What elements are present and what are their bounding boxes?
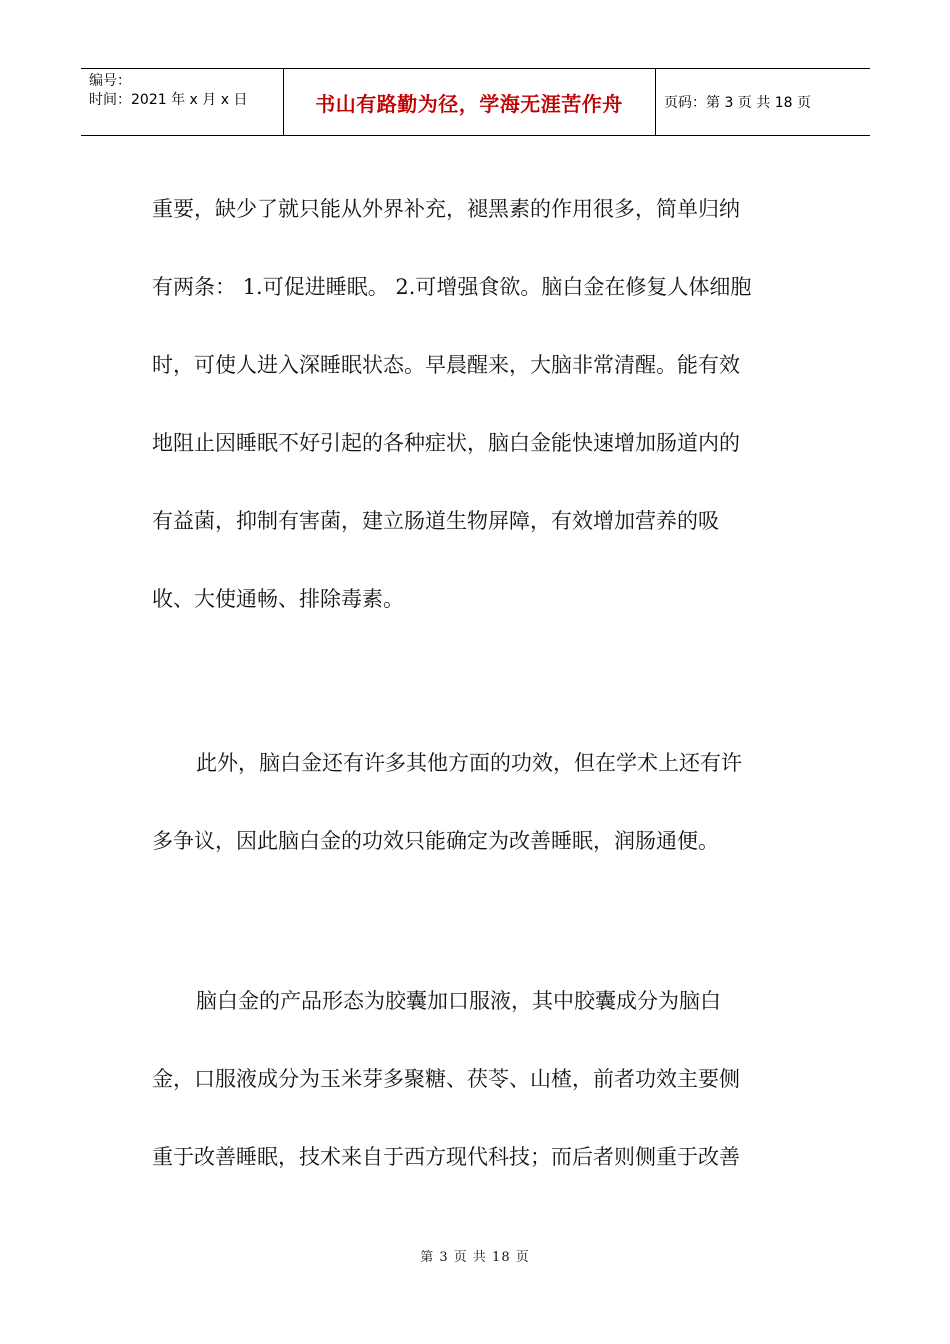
document-date-label: 时间：2021 年 x 月 x 日 [89, 92, 248, 108]
paragraph-line: 有益菌，抑制有害菌，建立肠道生物屏障，有效增加营养的吸 [152, 509, 719, 533]
document-header [81, 68, 870, 136]
paragraph-line: 地阻止因睡眠不好引起的各种症状，脑白金能快速增加肠道内的 [152, 431, 740, 455]
paragraph-line: 时，可使人进入深睡眠状态。早晨醒来，大脑非常清醒。能有效 [152, 353, 740, 377]
paragraph-line: 重要，缺少了就只能从外界补充，褪黑素的作用很多，简单归纳 [152, 197, 740, 221]
paragraph-line: 收、大使通畅、排除毒素。 [152, 587, 404, 611]
paragraph-line: 此外，脑白金还有许多其他方面的功效，但在学术上还有许 [196, 751, 742, 775]
page-footer: 第 3 页 共 18 页 [420, 1250, 530, 1265]
header-page-number: 页码：第 3 页 共 18 页 [664, 95, 811, 111]
document-number-label: 编号： [89, 73, 131, 89]
paragraph-line: 多争议，因此脑白金的功效只能确定为改善睡眠，润肠通便。 [152, 829, 719, 853]
header-meta [89, 72, 247, 110]
paragraph-line: 有两条： 1.可促进睡眠。 2.可增强食欲。脑白金在修复人体细胞 [152, 275, 752, 299]
header-motto: 书山有路勤为径，学海无涯苦作舟 [315, 91, 623, 116]
paragraph-line: 脑白金的产品形态为胶囊加口服液，其中胶囊成分为脑白 [196, 989, 721, 1013]
paragraph-line: 金，口服液成分为玉米芽多聚糖、茯苓、山楂，前者功效主要侧 [152, 1067, 740, 1091]
paragraph-line: 重于改善睡眠，技术来自于西方现代科技；而后者则侧重于改善 [152, 1145, 740, 1169]
header-divider-right [655, 69, 656, 135]
